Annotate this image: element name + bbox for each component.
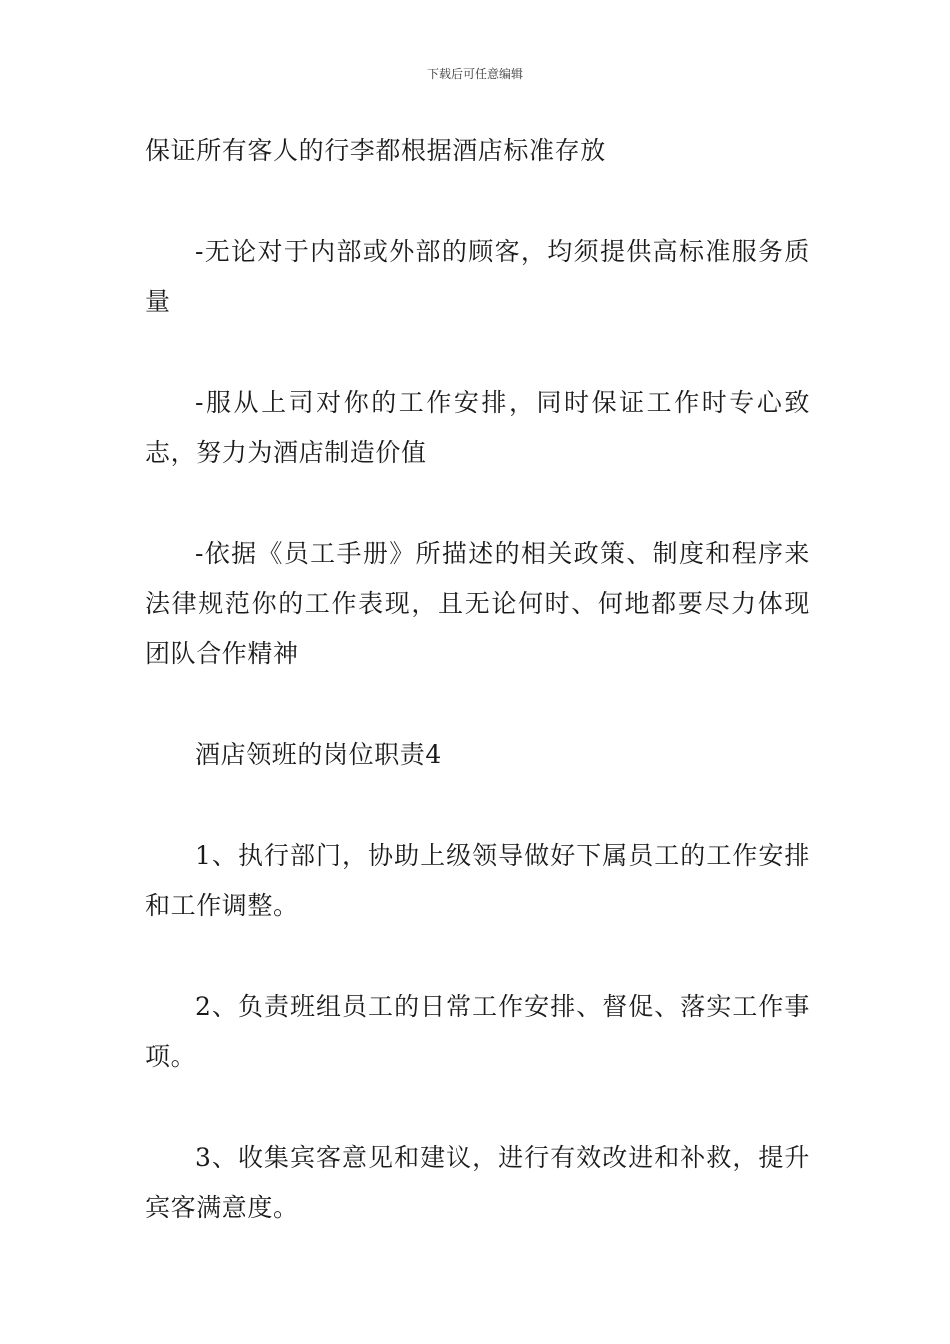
duty-item-3: 3、收集宾客意见和建议，进行有效改进和补救，提升宾客满意度。: [145, 1143, 810, 1222]
document-body: [145, 126, 810, 1284]
paragraph-service-quality: -无论对于内部或外部的顾客，均须提供高标准服务质量: [145, 237, 810, 316]
duty-item-2: 2、负责班组员工的日常工作安排、督促、落实工作事项。: [145, 992, 810, 1071]
paragraph-obey-supervisor: -服从上司对你的工作安排，同时保证工作时专心致志，努力为酒店制造价值: [145, 388, 810, 467]
paragraph-luggage-storage: 保证所有客人的行李都根据酒店标准存放: [145, 136, 606, 165]
section-heading: 酒店领班的岗位职责4: [195, 740, 442, 769]
paragraph-employee-handbook: -依据《员工手册》所描述的相关政策、制度和程序来法律规范你的工作表现，且无论何时、何地都要尽力体现团队合作精神: [145, 539, 810, 668]
page-header-note: 下载后可任意编辑: [426, 67, 523, 81]
duty-item-1: 1、执行部门，协助上级领导做好下属员工的工作安排和工作调整。: [145, 841, 810, 920]
